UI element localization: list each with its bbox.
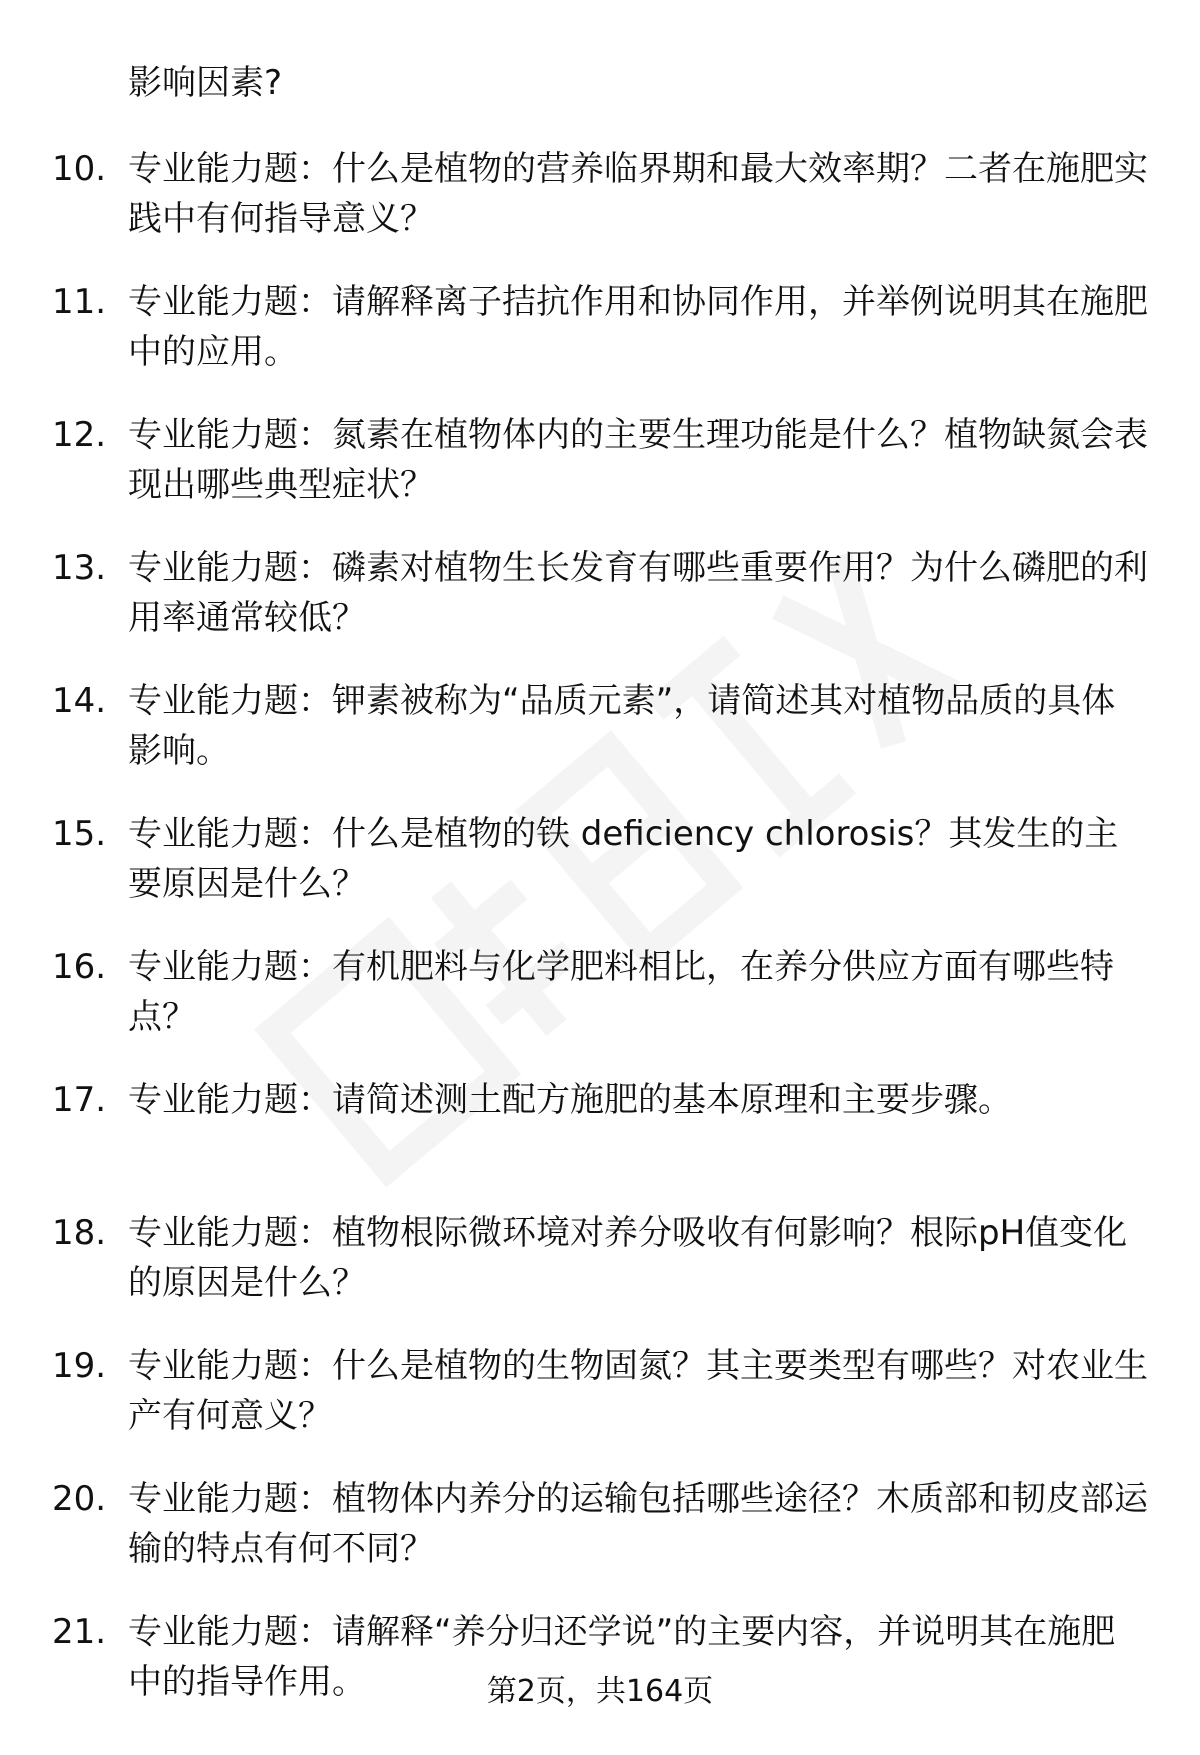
- question-number: 17.: [52, 1080, 107, 1120]
- question-item: [0, 934, 1200, 1067]
- question-number: 20.: [52, 1479, 107, 1519]
- question-number: 12.: [52, 415, 107, 455]
- question-text: 专业能力题：磷素对植物生长发育有哪些重要作用？为什么磷肥的利用率通常较低？: [128, 548, 1148, 638]
- question-text: 专业能力题：请解释“养分归还学说”的主要内容，并说明其在施肥中的指导作用。: [128, 1612, 1116, 1702]
- question-text: 专业能力题：什么是植物的铁 deficiency chlorosis？其发生的主要原因是什么？: [128, 814, 1119, 904]
- question-list: [0, 136, 1200, 1732]
- page-number-footer: 第2页，共164页: [486, 1674, 714, 1709]
- question-text: 专业能力题：氮素在植物体内的主要生理功能是什么？植物缺氮会表现出哪些典型症状？: [128, 415, 1148, 505]
- question-item: [0, 668, 1200, 801]
- question-item: [0, 1067, 1200, 1200]
- question-item: [0, 136, 1200, 269]
- question-number: 10.: [52, 149, 107, 189]
- question-number: 21.: [52, 1612, 107, 1652]
- question-item: [0, 1200, 1200, 1333]
- question-text: 专业能力题：钾素被称为“品质元素”，请简述其对植物品质的具体影响。: [128, 681, 1116, 771]
- question-text: 专业能力题：请简述测土配方施肥的基本原理和主要步骤。: [128, 1080, 1012, 1120]
- question-number: 13.: [52, 548, 107, 588]
- question-item: [0, 535, 1200, 668]
- question-item: [0, 1599, 1200, 1732]
- question-number: 15.: [52, 814, 107, 854]
- question-item: [0, 1466, 1200, 1599]
- question-item: [0, 1333, 1200, 1466]
- question-number: 18.: [52, 1213, 107, 1253]
- question-text: 专业能力题：什么是植物的营养临界期和最大效率期？二者在施肥实践中有何指导意义？: [128, 149, 1148, 239]
- question-text: 专业能力题：请解释离子拮抗作用和协同作用，并举例说明其在施肥中的应用。: [128, 282, 1148, 372]
- question-text: 专业能力题：植物体内养分的运输包括哪些途径？木质部和韧皮部运输的特点有何不同？: [128, 1479, 1148, 1569]
- question-number: 19.: [52, 1346, 107, 1386]
- question-item: [0, 269, 1200, 402]
- continued-question-text: 影响因素?: [128, 63, 283, 103]
- question-text: 专业能力题：植物根际微环境对养分吸收有何影响？根际pH值变化的原因是什么？: [128, 1213, 1128, 1303]
- question-number: 11.: [52, 282, 107, 322]
- question-number: 16.: [52, 947, 107, 987]
- question-item: [0, 402, 1200, 535]
- question-item: [0, 801, 1200, 934]
- question-text: 专业能力题：什么是植物的生物固氮？其主要类型有哪些？对农业生产有何意义？: [128, 1346, 1148, 1436]
- question-number: 14.: [52, 681, 107, 721]
- question-text: 专业能力题：有机肥料与化学肥料相比，在养分供应方面有哪些特点？: [128, 947, 1114, 1037]
